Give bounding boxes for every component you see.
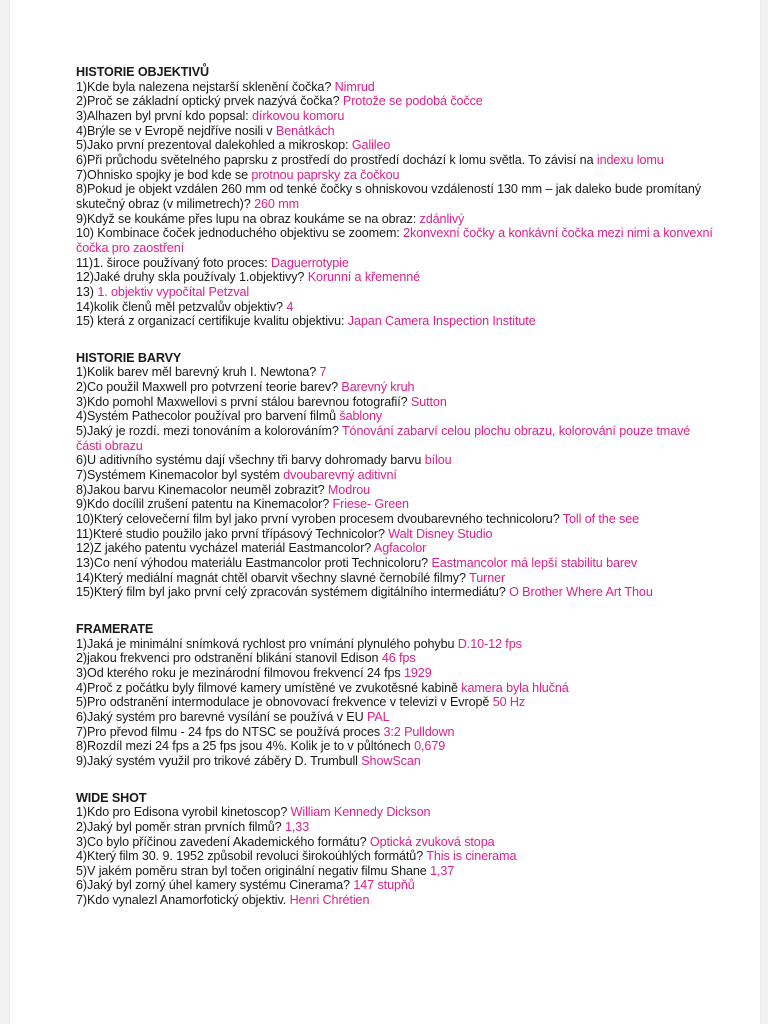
answer-text: Sutton: [410, 394, 447, 409]
answer-text: Turner: [469, 570, 506, 585]
question-text: 1)Kolik barev měl barevný kruh I. Newtona?: [76, 365, 320, 380]
question-line: [76, 585, 716, 600]
answer-text: Protože se podobá čočce: [342, 94, 483, 109]
question-line: [76, 637, 716, 652]
question-text: 14)kolik členů měl petzvalův objektiv?: [76, 299, 287, 314]
question-text: 6)U aditivního systému dají všechny tři barvy dohromady barvu: [76, 453, 425, 468]
answer-text: dvoubarevný aditivní: [283, 468, 397, 483]
question-text: 8)Rozdíl mezi 24 fps a 25 fps jsou 4%. Kolik je to v půltónech: [76, 739, 415, 754]
answer-text: ShowScan: [361, 753, 421, 768]
answer-text: dírkovou komoru: [252, 108, 345, 123]
question-text: 7)Kdo vynalezl Anamorfotický objektiv.: [76, 893, 290, 908]
question-line: [76, 182, 716, 211]
question-text: 5)Jaký je rozdí. mezi tonováním a kolorováním?: [76, 424, 342, 439]
answer-text: This is cinerama: [426, 849, 517, 864]
answer-text: Optická zvuková stopa: [369, 834, 495, 849]
question-line: [76, 365, 716, 380]
question-text: 11)Které studio použilo jako první třípásový Technicolor?: [76, 526, 389, 541]
question-text: 1)Jaká je minimální snímková rychlost pro vnímání plynulého pohybu: [76, 636, 458, 651]
answer-text: 1. objektiv vypočítal Petzval: [97, 284, 250, 299]
quiz-section: [76, 65, 716, 329]
answer-text: 1,33: [284, 819, 310, 834]
question-text: 5)V jakém poměru stran byl točen originální negativ filmu Shane: [76, 863, 431, 878]
document-page: [10, 0, 760, 1024]
question-line: [76, 483, 716, 498]
question-line: [76, 754, 716, 769]
question-text: 13)Co není výhodou materiálu Eastmancolor proti Technicoloru?: [76, 556, 432, 570]
question-line: [76, 226, 716, 255]
answer-text: William Kennedy Dickson: [290, 805, 431, 820]
question-line: [76, 409, 716, 424]
question-text: 4)Brýle se v Evropě nejdříve nosili v: [76, 123, 276, 138]
question-line: [76, 651, 716, 666]
quiz-section: [76, 791, 716, 908]
answer-text: 260 mm: [254, 196, 299, 211]
question-text: 7)Pro převod filmu - 24 fps do NTSC se používá proces: [76, 724, 384, 739]
question-line: [76, 805, 716, 820]
section-heading: WIDE SHOT: [76, 790, 147, 805]
question-text: 1)Kde byla nalezena nejstarší sklenění čočka?: [76, 79, 335, 94]
question-text: 3)Kdo pomohl Maxwellovi s první stálou barevnou fotografií?: [76, 394, 411, 409]
question-line: [76, 893, 716, 908]
answer-text: 4: [286, 299, 294, 314]
question-line: [76, 695, 716, 710]
question-text: 3)Co bylo příčinou zavedení Akademického formátu?: [76, 834, 370, 849]
question-text: 7)Systémem Kinemacolor byl systém: [76, 468, 284, 483]
question-text: 14)Který mediální magnát chtěl obarvit všechny slavné černobílé filmy?: [76, 570, 470, 585]
answer-text: 147 stupňů: [353, 878, 415, 893]
question-line: [76, 395, 716, 410]
answer-text: Benátkách: [275, 123, 335, 138]
question-line: [76, 666, 716, 681]
answer-text: 50 Hz: [492, 695, 526, 710]
question-line: [76, 835, 716, 850]
question-text: 3)Od kterého roku je mezinárodní filmovou frekvencí 24 fps: [76, 665, 404, 680]
answer-text: Eastmancolor má lepší stabilitu barev: [431, 556, 638, 570]
question-line: [76, 725, 716, 740]
answer-text: 0,679: [414, 739, 446, 754]
question-line: [76, 681, 716, 696]
answer-text: Agfacolor: [373, 541, 427, 556]
answer-text: indexu lomu: [596, 152, 664, 167]
answer-text: PAL: [366, 709, 390, 724]
question-text: 8)Pokud je objekt vzdálen 260 mm od tenké čočky s ohniskovou vzdáleností 130 mm – jak daleko bude promítaný skutečný obraz (v milimetrech)?: [76, 182, 701, 211]
question-line: [76, 424, 716, 453]
answer-text: Toll of the see: [562, 512, 640, 527]
question-line: [76, 153, 716, 168]
question-text: 15)Který film byl jako první celý zpracován systémem digitálního intermediátu?: [76, 585, 510, 600]
question-text: 12)Jaké druhy skla používaly 1.objektivy?: [76, 270, 308, 285]
question-text: 4)Systém Pathecolor používal pro barvení filmů: [76, 409, 340, 424]
answer-text: Henri Chrétien: [289, 893, 370, 908]
question-text: 13): [76, 284, 98, 299]
question-line: [76, 94, 716, 109]
question-text: 5)Jako první prezentoval dalekohled a mikroskop:: [76, 138, 352, 153]
question-line: [76, 468, 716, 483]
answer-text: Walt Disney Studio: [388, 526, 493, 541]
question-text: 7)Ohnisko spojky je bod kde se: [76, 167, 252, 182]
question-text: 15) která z organizací certifikuje kvalitu objektivu:: [76, 314, 348, 329]
answer-text: Nimrud: [334, 79, 375, 94]
question-text: 5)Pro odstranění intermodulace je obnovovací frekvence v televizi v Evropě: [76, 695, 493, 710]
question-line: [76, 212, 716, 227]
answer-text: Tónování zabarví celou plochu obrazu, kolorování pouze tmavé části obrazu: [76, 424, 691, 453]
question-text: 1)Kdo pro Edisona vyrobil kinetoscop?: [76, 805, 291, 820]
question-text: 6)Při průchodu světelného paprsku z prostředí do prostředí dochází k lomu světla. To závisí na: [76, 152, 597, 167]
question-text: 6)Jaký systém pro barevné vysílání se používá v EU: [76, 709, 367, 724]
question-line: [76, 849, 716, 864]
question-line: [76, 864, 716, 879]
question-line: [76, 168, 716, 183]
question-text: 9)Když se koukáme přes lupu na obraz koukáme se na obraz:: [76, 211, 420, 226]
answer-text: D.10-12 fps: [457, 636, 522, 651]
answer-text: bílou: [424, 453, 452, 468]
answer-text: Barevný kruh: [341, 380, 415, 395]
answer-text: 7: [319, 365, 327, 380]
question-line: [76, 380, 716, 395]
answer-text: kamera byla hlučná: [461, 680, 569, 695]
question-text: 2)Jaký byl poměr stran prvních filmů?: [76, 819, 285, 834]
question-line: [76, 739, 716, 754]
question-text: 8)Jakou barvu Kinemacolor neuměl zobrazit?: [76, 482, 328, 497]
document-content: [76, 65, 716, 908]
section-spacer: [76, 600, 716, 622]
question-line: [76, 453, 716, 468]
question-line: [76, 138, 716, 153]
section-heading: HISTORIE BARVY: [76, 350, 182, 365]
answer-text: zdánlivý: [419, 211, 465, 226]
question-line: [76, 571, 716, 586]
answer-text: Modrou: [327, 482, 371, 497]
answer-text: Friese- Green: [332, 497, 409, 512]
question-text: 2)Proč se základní optický prvek nazývá čočka?: [76, 94, 343, 109]
question-line: [76, 820, 716, 835]
answer-text: 46 fps: [381, 651, 416, 666]
question-line: [76, 710, 716, 725]
question-text: 10) Kombinace čoček jednoduchého objektivu se zoomem:: [76, 226, 404, 241]
question-line: [76, 878, 716, 893]
question-line: [76, 285, 716, 300]
question-text: 2)jakou frekvenci pro odstranění blikání stanovil Edison: [76, 651, 382, 666]
answer-text: 2konvexní čočky a konkávní čočka mezi nimi a konvexní čočka pro zaostření: [76, 226, 713, 255]
question-line: [76, 512, 716, 527]
answer-text: Galileo: [351, 138, 391, 153]
quiz-section: [76, 351, 716, 600]
question-text: 4)Proč z počátku byly filmové kamery umístěné ve zvukotěsné kabině: [76, 680, 462, 695]
section-spacer: [76, 769, 716, 791]
question-text: 6)Jaký byl zorný úhel kamery systému Cinerama?: [76, 878, 354, 893]
answer-text: 3:2 Pulldown: [383, 724, 455, 739]
question-line: [76, 541, 716, 556]
question-text: 2)Co použil Maxwell pro potvrzení teorie barev?: [76, 380, 342, 395]
answer-text: O Brother Where Art Thou: [509, 585, 653, 600]
question-line: [76, 314, 716, 329]
answer-text: Japan Camera Inspection Institute: [347, 314, 536, 329]
question-text: 12)Z jakého patentu vycházel materiál Eastmancolor?: [76, 541, 374, 556]
answer-text: 1,37: [430, 863, 455, 878]
question-text: 10)Který celovečerní film byl jako první vyroben procesem dvoubarevného technicoloru?: [76, 512, 563, 527]
answer-text: Daguerrotypie: [270, 255, 349, 270]
question-line: [76, 80, 716, 95]
question-text: 11)1. široce používaný foto proces:: [76, 255, 271, 270]
question-text: 9)Kdo docílil zrušení patentu na Kinemacolor?: [76, 497, 333, 512]
question-line: [76, 124, 716, 139]
section-heading: HISTORIE OBJEKTIVŮ: [76, 65, 210, 79]
answer-text: 1929: [404, 665, 432, 680]
question-line: [76, 300, 716, 315]
question-line: [76, 270, 716, 285]
question-text: 3)Alhazen byl první kdo popsal:: [76, 108, 253, 123]
question-line: [76, 256, 716, 271]
question-line: [76, 527, 716, 542]
question-text: 9)Jaký systém využil pro trikové záběry D. Trumbull: [76, 753, 362, 768]
answer-text: šablony: [339, 409, 383, 424]
question-line: [76, 497, 716, 512]
question-text: 4)Který film 30. 9. 1952 způsobil revoluci širokoúhlých formátů?: [76, 849, 427, 864]
question-line: [76, 556, 716, 571]
section-spacer: [76, 329, 716, 351]
quiz-section: [76, 622, 716, 769]
answer-text: Korunní a křemenné: [307, 270, 421, 285]
question-line: [76, 109, 716, 124]
answer-text: protnou paprsky za čočkou: [251, 167, 400, 182]
section-heading: FRAMERATE: [76, 621, 154, 636]
